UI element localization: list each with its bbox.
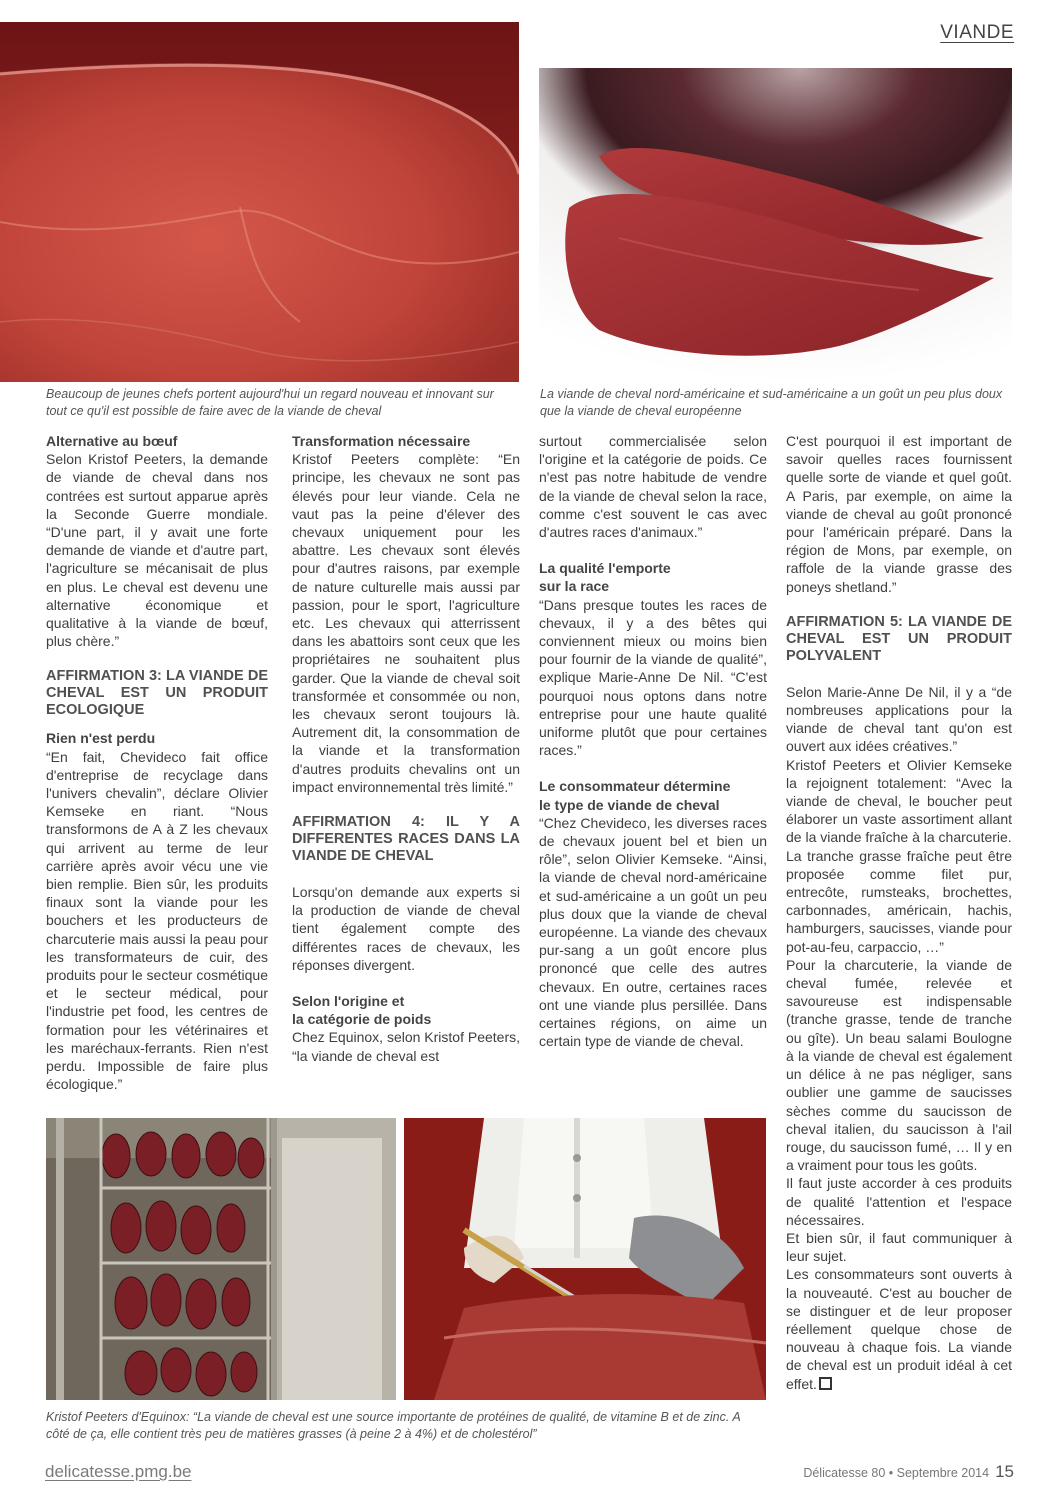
paragraph: Lorsqu'on demande aux experts si la production de viande de cheval tient également compte des différentes races de chevaux, les réponses divergent. — [292, 884, 520, 973]
paragraph: surtout commercialisée selon l'origine et la catégorie de poids. Ce n'est pas notre habitude de vendre de la viande de cheval selon la race, comme c'est souvent le cas avec d'autres races d'animaux.” — [539, 433, 767, 541]
affirmation-3-heading: AFFIRMATION 3: LA VIANDE DE CHEVAL EST UN PRODUIT ECOLOGIQUE — [46, 668, 268, 719]
heading-qualite: La qualité l'emporte — [539, 560, 671, 577]
heading-transformation: Transformation nécessaire — [292, 433, 471, 449]
paragraph: La tranche grasse fraîche peut être proposée comme filet pur, entrecôte, rumsteaks, brochettes, carbonnades, américain, hachis, hamburgers, saucisses, viande pour pot-au-feu, carpaccio, …” — [786, 847, 1012, 955]
affirmation-4-heading: AFFIRMATION 4: IL Y A DIFFERENTES RACES DANS LA VIANDE DE CHEVAL — [292, 814, 520, 865]
paragraph: Kristof Peeters complète: “En principe, les chevaux ne sont pas élevés pour leur viande. Cela ne vaut pas la peine d'élever des chevaux uniquement pour les abattre. Les chevaux sont élevés pour d'autres raisons, par exemple de nature culturelle mais aussi par passion, pour le sport, l'agriculture etc. Les chevaux qui atterrissent dans les abattoirs sont ceux que les propriétaires ne souhaitent plus garder. Que la viande de cheval soit transformée et consommée ou non, les chevaux seront toujours là. Autrement dit, la consommation de la viande et la transformation d'autres produits chevalins ont un impact environnemental très limité.” — [292, 451, 520, 795]
paragraph: “Chez Chevideco, les diverses races de chevaux jouent bel et bien un rôle”, selon Olivier Kemseke. “Ainsi, la viande de cheval nord-américaine et sud-américaine a un goût un peu plus doux que la viande de cheval européenne. La viande des chevaux pur-sang a un goût encore plus prononcé que celle des autres chevaux. En outre, certaines races ont une viande plus persillée. Dans certaines régions, on aime un certain type de viande de cheval. — [539, 814, 767, 1050]
paragraph: “Dans presque toutes les races de chevaux, il y a des bêtes qui conviennent mieux ou moins bien pour fournir de la viande de qualité”, explique Marie-Anne De Nil. “C'est pourquoi nous optons dans notre entreprise pour une haute qualité uniforme plutôt que pour certaines races.” — [539, 596, 767, 759]
caption-bottom: Kristof Peeters d'Equinox: “La viande de cheval est une source importante de protéines de qualité, de vitamine B et de zinc. A côté de ça, elle contient très peu de matières grasses (à peine 2 à 4%) et de cholestérol” — [46, 1410, 741, 1441]
paragraph: Selon Kristof Peeters, la demande de viande de cheval dans nos contrées est surtout apparue après la Seconde Guerre mondiale. “D'une part, il y avait une forte demande de viande et d'autre part, l'agriculture se mécanisait de plus en plus. Le cheval est devenu une alternative économique et qualitative à la viande de bœuf, plus chère.” — [46, 451, 268, 650]
column-4 — [786, 432, 1012, 1393]
paragraph: Kristof Peeters et Olivier Kemseke la rejoignent totalement: “Avec la viande de cheval, le boucher peut élaborer un vaste assortiment allant de la viande fraîche à la charcuterie. — [786, 756, 1012, 846]
paragraph: C'est pourquoi il est important de savoir quelles races fournissent quelle sorte de viande et quel goût. A Paris, par exemple, on aime la viande de cheval au goût prononcé pour l'américain préparé. Dans la région de Mons, par exemple, on raffole de la viande grasse des poneys shetland.” — [786, 433, 1012, 595]
heading-rien-perdu: Rien n'est perdu — [46, 730, 156, 747]
section-label: VIANDE — [940, 22, 1014, 43]
column-3 — [539, 432, 767, 1051]
end-mark-icon — [819, 1377, 832, 1390]
affirmation-5-heading: AFFIRMATION 5: LA VIANDE DE CHEVAL EST UN PRODUIT POLYVALENT — [786, 613, 1012, 664]
paragraph — [786, 1265, 1012, 1392]
heading-categorie-poids: la catégorie de poids — [292, 1011, 432, 1028]
paragraph-text: Les consommateurs sont ouverts à la nouveauté. C'est au boucher de se distinguer et de leur proposer réellement quelque chose de nouveau à chaque fois. La viande de cheval est un produit idéal à cet effet. — [786, 1266, 1012, 1392]
heading-origine: Selon l'origine et — [292, 993, 405, 1010]
column-1 — [46, 432, 268, 1094]
issue-info — [803, 1462, 1014, 1482]
butcher-photo — [404, 1118, 766, 1400]
cured-meat-photo — [0, 22, 519, 382]
website-link[interactable]: delicatesse.pmg.be — [45, 1462, 192, 1481]
heading-alternative: Alternative au bœuf — [46, 433, 178, 449]
heading-race: sur la race — [539, 578, 610, 595]
heading-type-viande: le type de viande de cheval — [539, 796, 720, 813]
paragraph: Il faut juste accorder à ces produits de qualité l'attention et l'espace nécessaires. — [786, 1175, 1012, 1228]
issue-label: Délicatesse 80 • Septembre 2014 — [803, 1466, 990, 1480]
caption-top-right: La viande de cheval nord-américaine et sud-américaine a un goût un peu plus doux que la viande de cheval européenne — [540, 387, 1003, 418]
heading-consommateur: Le consommateur détermine — [539, 778, 731, 795]
page-number: 15 — [995, 1462, 1014, 1481]
fillets-photo — [539, 68, 1012, 382]
column-2 — [292, 432, 520, 1065]
paragraph: “En fait, Chevideco fait office d'entreprise de recyclage dans l'univers chevalin”, déclare Olivier Kemseke en riant. “Nous transformons de A à Z les chevaux qui arrivent au terme de leur carrière après avoir vécu une vie bien remplie. Bien sûr, les produits finaux sont la viande pour les bouchers et les producteurs de charcuterie mais aussi la peau pour les transformateurs de cuir, des produits pour le secteur cosmétique et le secteur médical, pour l'industrie pet food, les centres de formation pour les vétérinaires et les maréchaux-ferrants. Rien n'est perdu. Impossible de faire plus écologique.” — [46, 748, 268, 1093]
caption-top-left: Beaucoup de jeunes chefs portent aujourd'hui un regard nouveau et innovant sur tout ce qu'il est possible de faire avec de la viande de cheval — [46, 387, 494, 418]
smoking-rack-photo — [46, 1118, 396, 1400]
paragraph: Et bien sûr, il faut communiquer à leur sujet. — [786, 1229, 1012, 1265]
paragraph: Pour la charcuterie, la viande de cheval fumée, relevée et savoureuse est indispensable (tranche grasse, tende de tranche ou gîte). Un beau salami Boulogne à la viande de cheval est également un délice à ne pas négliger, sans oublier une gamme de saucisses sèches comme du saucisson de cheval italien, du saucisson à l'ail rouge, du saucisson fumé, … Il y en a vraiment pour tous les goûts. — [786, 956, 1012, 1174]
paragraph: Chez Equinox, selon Kristof Peeters, “la viande de cheval est — [292, 1029, 521, 1064]
paragraph: Selon Marie-Anne De Nil, il y a “de nombreuses applications pour la viande de cheval tant qu'on est ouvert aux idées créatives.” — [786, 683, 1012, 755]
